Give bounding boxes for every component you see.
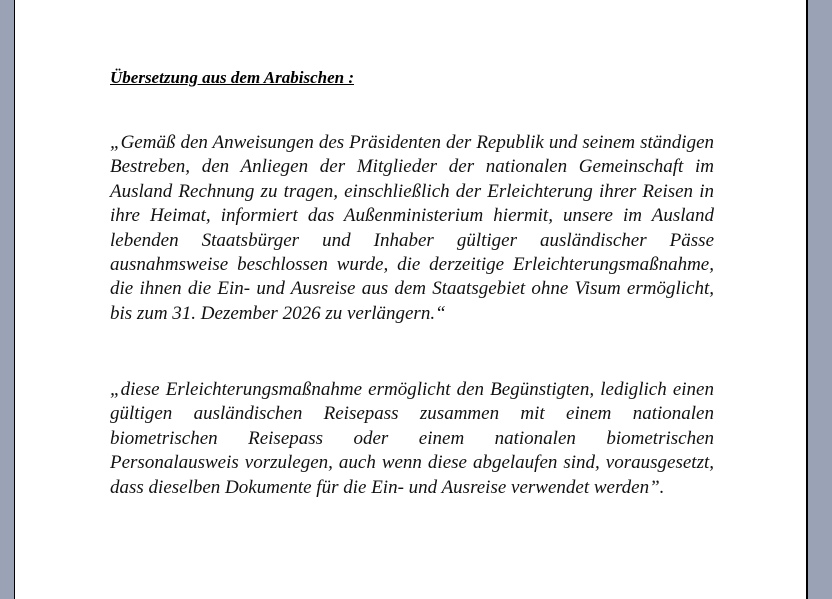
paragraph-2: „diese Erleichterungsmaßnahme ermöglicht den Begünstigten, lediglich einen gültigen ausländischen Reisepass zusammen mit einem nationalen biometrischen Reisepass oder einem nationalen biometrischen Personalausweis vorzulegen, auch wenn diese abgelaufen sind, vorausgesetzt, dass dieselben Dokumente für die Ein- und Ausreise verwendet werden”. [110, 379, 714, 498]
document-heading: Übersetzung aus dem Arabischen : [110, 68, 355, 87]
paragraph-1: „Gemäß den Anweisungen des Präsidenten der Republik und seinem ständigen Bestreben, den Anliegen der Mitglieder der nationalen Gemeinschaft im Ausland Rechnung zu tragen, einschließlich der Erleichterung ihrer Reisen in ihre Heimat, informiert das Außenministerium hiermit, unsere im Ausland lebenden Staatsbürger und Inhaber gültiger ausländischer Pässe ausnahmsweise beschlossen wurde, die derzeitige Erleichterungsmaßnahme, die ihnen die Ein- und Ausreise aus dem Staatsgebiet ohne Visum ermöglicht, bis zum 31. Dezember 2026 zu verlängern.“ [110, 132, 714, 324]
document-page [14, 0, 808, 599]
